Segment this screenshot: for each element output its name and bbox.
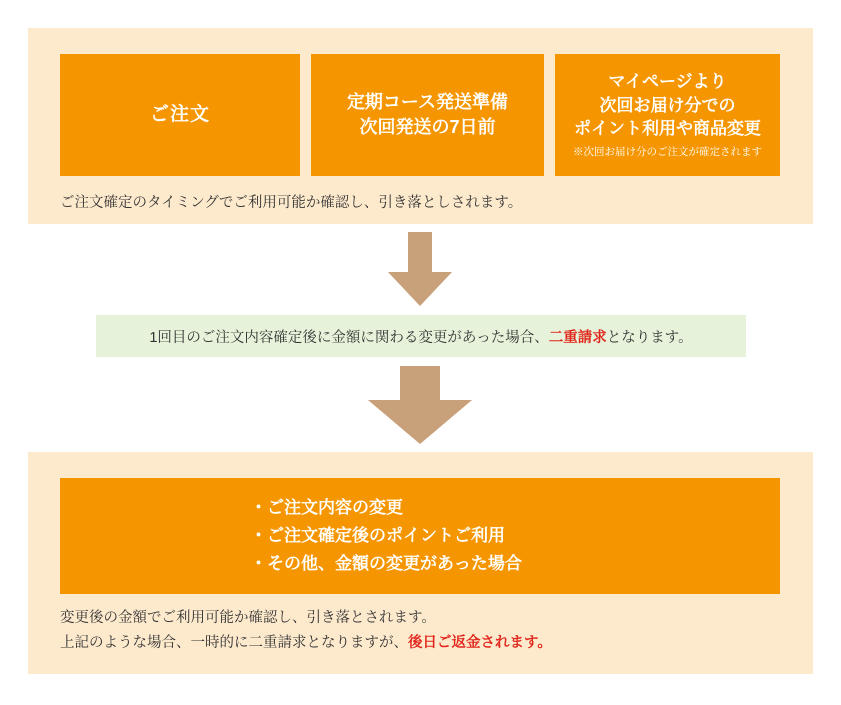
arrow-to-bottom-panel-icon	[362, 366, 478, 444]
change-case-item-2: ・ご注文確定後のポイントご利用	[250, 525, 505, 545]
double-billing-callout	[96, 315, 746, 357]
bottom-caption-line-2-before: 上記のような場合、一時的に二重請求となりますが、	[60, 635, 408, 652]
step-prepare-line-2: 次回発送の7日前	[359, 117, 496, 137]
bottom-panel-caption	[60, 606, 552, 657]
bottom-caption-emphasis: 後日ご返金されます。	[408, 635, 552, 652]
step-box-mypage-changes	[555, 54, 780, 176]
bottom-panel	[28, 452, 813, 674]
step-mypage-line-3: ポイント利用や商品変更	[574, 118, 761, 138]
change-cases-box	[60, 478, 780, 594]
callout-emphasis: 二重請求	[548, 329, 607, 346]
bottom-caption-line-2	[60, 631, 552, 656]
bottom-caption-line-1: 変更後の金額でご利用可能か確認し、引き落とされます。	[60, 610, 436, 626]
top-panel	[28, 28, 813, 224]
callout-text-after: となります。	[606, 329, 693, 346]
step-box-shipping-preparation	[311, 54, 544, 176]
step-prepare-line-1: 定期コース発送準備	[346, 92, 509, 113]
callout-text-before: 1回目のご注文内容確定後に金額に関わる変更があった場合、	[149, 329, 549, 346]
step-box-order	[60, 54, 300, 176]
step-mypage-line-2: 次回お届け分での	[599, 95, 736, 115]
steps-row	[60, 54, 780, 176]
change-case-item-3: ・その他、金額の変更があった場合	[250, 554, 522, 574]
step-mypage-line-1: マイページより	[608, 72, 727, 92]
arrow-to-callout-icon	[378, 232, 462, 306]
step-order-line-1: ご注文	[149, 103, 210, 125]
change-case-item-1: ・ご注文内容の変更	[250, 497, 403, 517]
top-panel-caption: ご注文確定のタイミングでご利用可能か確認し、引き落としされます。	[60, 195, 523, 211]
step-mypage-note: ※次回お届け分のご注文が確定されます	[573, 146, 762, 159]
